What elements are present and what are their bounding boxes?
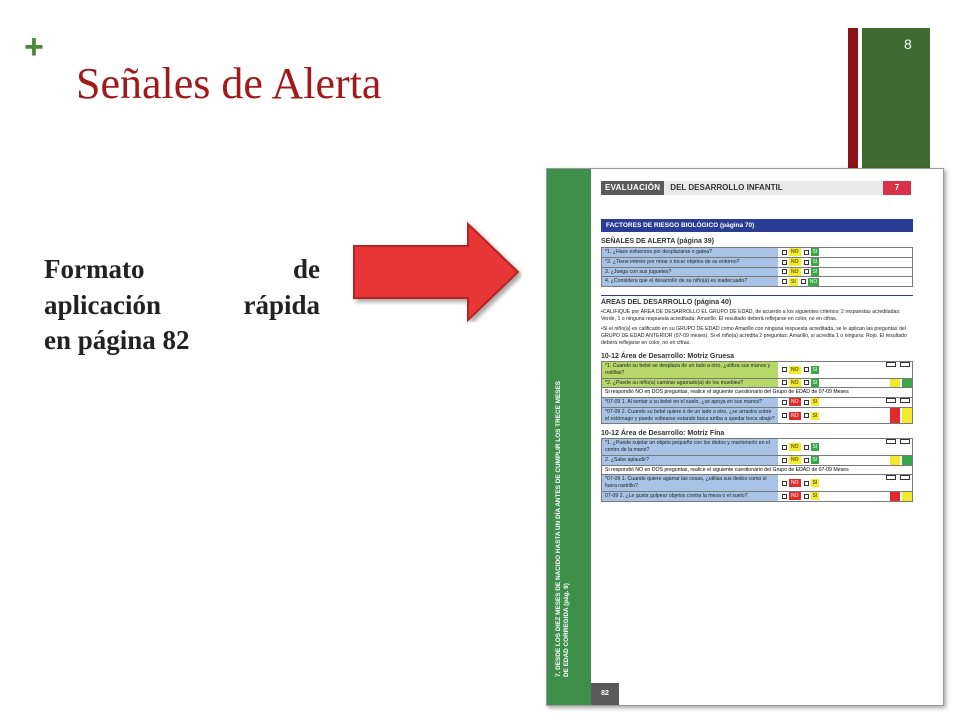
checkbox[interactable] (782, 481, 787, 486)
result-green (902, 456, 912, 465)
checkbox[interactable] (900, 398, 910, 403)
question: *2. ¿Puede su niño(a) caminar agarrado(a) de los muebles? (602, 379, 778, 388)
result-yellow (902, 408, 912, 424)
evaluation-subtitle: DEL DESARROLLO INFANTIL (664, 181, 883, 195)
checkbox[interactable] (804, 269, 809, 274)
checkbox[interactable] (900, 475, 910, 480)
checkbox[interactable] (804, 380, 809, 385)
result-yellow (902, 492, 912, 501)
form-page-image (546, 168, 944, 706)
option-label: SI (812, 493, 818, 500)
answer-options (778, 277, 822, 286)
side-band-line: DE EDAD CORREGIDA (pág. 9) (563, 583, 570, 677)
result-green (902, 379, 912, 388)
question: *1. ¿Hace esfuerzos por desplazarse o gatea? (602, 248, 778, 257)
result-red (890, 492, 900, 501)
answer-options (778, 439, 822, 455)
gruesa-table (601, 361, 913, 424)
option-label: SI (812, 480, 818, 487)
plus-icon: + (24, 28, 44, 66)
evaluation-number: 7 (883, 181, 911, 195)
checkbox[interactable] (782, 380, 787, 385)
areas-title: ÁREAS DEL DESARROLLO (página 40) (601, 299, 732, 306)
table-row (601, 277, 913, 287)
checkbox[interactable] (804, 494, 809, 499)
checkbox[interactable] (801, 279, 806, 284)
fina-title: 10-12 Área de Desarrollo: Motriz Fina (601, 430, 725, 438)
checkbox[interactable] (782, 458, 787, 463)
option-label: NO (809, 278, 818, 285)
table-row (601, 475, 913, 492)
checkbox[interactable] (782, 400, 787, 405)
option-label: SI (812, 444, 818, 451)
checkbox[interactable] (804, 413, 809, 418)
option-label: SI (791, 278, 796, 285)
caption-line: en página 82 (44, 325, 190, 356)
result-cells (884, 475, 912, 491)
result-cells (888, 408, 912, 424)
slide-title: Señales de Alerta (76, 59, 382, 108)
table-row (601, 456, 913, 466)
document-body (601, 181, 913, 502)
option-label: NO (791, 249, 799, 256)
question: *07-09 1. Al sentar a su bebé en el suelo, ¿se apoya en sus manos? (602, 398, 778, 407)
option-label: NO (791, 412, 799, 419)
checkbox[interactable] (804, 367, 809, 372)
areas-instruction: •CALIFIQUE por ÁREA DE DESARROLLO EL GRUPO DE EDAD, de acuerdo a los siguientes criterios: 2 respuestas acreditadas: Verde, 1 o ninguna respuesta acreditada: Amarillo. El resultado deberá reflejarse en color, no en cifras. (601, 309, 901, 323)
answer-options (778, 268, 822, 277)
question: *1. Cuando su bebé se desplaza de un lado a otro, ¿utiliza sus manos y rodillas? (602, 362, 778, 378)
option-label: SI (812, 249, 818, 256)
checkbox[interactable] (804, 260, 809, 265)
question: 3. ¿Juega con sus juguetes? (602, 268, 778, 277)
answer-options (778, 258, 822, 267)
document-side-band (547, 169, 591, 705)
option-label: NO (791, 444, 799, 451)
checkbox[interactable] (782, 250, 787, 255)
checkbox[interactable] (886, 439, 896, 444)
checkbox[interactable] (804, 458, 809, 463)
result-cells (884, 439, 912, 455)
areas-instruction: •Si el niño(a) es calificado en su GRUPO DE EDAD como Amarillo con ninguna respuesta acreditada, se le aplican las preguntas del GRUPO DE EDAD ANTERIOR (07-09 meses). Si el niño(a) acredita 2 preguntas: Amarillo, si acredita 1 o ninguna: Rojo. El resultado deberá reflejarse en color, no en cifras. (601, 326, 907, 347)
evaluation-label: EVALUACIÓN (601, 181, 664, 195)
table-row (601, 492, 913, 502)
table-row (601, 408, 913, 425)
document-page-number: 82 (591, 683, 619, 705)
checkbox[interactable] (782, 279, 787, 284)
option-label: SI (812, 366, 818, 373)
senales-title: SEÑALES DE ALERTA (página 39) (601, 238, 714, 245)
checkbox[interactable] (804, 400, 809, 405)
table-note: Si respondió NO en DOS preguntas, realice el siguiente cuestionario del Grupo de EDAD de 07-09 Meses (601, 466, 913, 476)
answer-options (778, 475, 822, 491)
result-yellow (890, 456, 900, 465)
result-yellow (890, 379, 900, 388)
senales-table (601, 247, 913, 287)
answer-options (778, 408, 822, 424)
question: 4. ¿Considera que el desarrollo de su niño(a) es inadecuado? (602, 277, 778, 286)
option-label: SI (812, 259, 818, 266)
table-row (601, 268, 913, 278)
option-label: SI (812, 379, 818, 386)
checkbox[interactable] (886, 362, 896, 367)
answer-options (778, 379, 822, 388)
option-label: SI (812, 399, 818, 406)
checkbox[interactable] (782, 494, 787, 499)
result-cells (884, 362, 912, 378)
accent-bar-red (848, 28, 858, 168)
answer-options (778, 456, 822, 465)
option-label: NO (791, 493, 799, 500)
caption (44, 252, 320, 359)
gruesa-title: 10-12 Área de Desarrollo: Motriz Gruesa (601, 353, 735, 361)
slide-page-number: 8 (904, 36, 912, 52)
table-note: Si respondió NO en DOS preguntas, realice el siguiente cuestionario del Grupo de EDAD de 07-09 Meses (601, 388, 913, 398)
option-label: NO (791, 399, 799, 406)
divider (601, 295, 913, 296)
caption-line: aplicación rápida (44, 289, 320, 320)
answer-options (778, 248, 822, 257)
evaluation-header (601, 181, 913, 195)
fina-table (601, 438, 913, 501)
table-row (601, 398, 913, 408)
table-row (601, 438, 913, 456)
checkbox[interactable] (804, 250, 809, 255)
question: *1. ¿Puede sujetar un objeto pequeño con los dedos y mantenerlo en el centro de la mano? (602, 439, 778, 455)
question: *07-09 2. Cuando su bebé quiere ir de un lado a otro, ¿se arrastra sobre el estómago y puede voltearse estando boca arriba a quedar boca abajo? (602, 408, 778, 424)
checkbox[interactable] (782, 260, 787, 265)
checkbox[interactable] (886, 475, 896, 480)
checkbox[interactable] (804, 445, 809, 450)
checkbox[interactable] (900, 439, 910, 444)
option-label: NO (791, 259, 799, 266)
result-red (890, 408, 900, 424)
answer-options (778, 362, 822, 378)
checkbox[interactable] (782, 367, 787, 372)
option-label: NO (791, 366, 799, 373)
option-label: NO (791, 457, 799, 464)
result-cells (888, 456, 912, 465)
table-row (601, 361, 913, 379)
question: 2. ¿Sabe aplaudir? (602, 456, 778, 465)
checkbox[interactable] (782, 269, 787, 274)
checkbox[interactable] (782, 413, 787, 418)
checkbox[interactable] (782, 445, 787, 450)
question: 07-09 2. ¿Le gusta golpear objetos contra la mesa o el suelo? (602, 492, 778, 501)
result-cells (888, 492, 912, 501)
option-label: NO (791, 480, 799, 487)
side-band-text (555, 257, 571, 677)
table-row (601, 247, 913, 258)
question: *07-09 1. Cuando quiere agarrar las cosas, ¿utiliza sus dedos como si fuera rastrillo? (602, 475, 778, 491)
result-cells (884, 398, 912, 407)
result-cells (888, 379, 912, 388)
checkbox[interactable] (900, 362, 910, 367)
factores-header: FACTORES DE RIESGO BIOLÓGICO (página 70) (601, 219, 913, 232)
option-label: NO (791, 268, 799, 275)
option-label: NO (791, 379, 799, 386)
accent-bar-green (862, 28, 930, 168)
table-row (601, 258, 913, 268)
checkbox[interactable] (886, 398, 896, 403)
answer-options (778, 398, 822, 407)
option-label: SI (812, 457, 818, 464)
arrow-right-icon (350, 222, 522, 322)
side-band-line: 7. DESDE LOS DIEZ MESES DE NACIDO HASTA UN DÍA ANTES DE CUMPLIR LOS TRECE MESES (555, 380, 562, 677)
question: *2. ¿Tiene interés por mirar o tocar objetos de su entorno? (602, 258, 778, 267)
table-row (601, 379, 913, 389)
option-label: SI (812, 268, 818, 275)
option-label: SI (812, 412, 818, 419)
checkbox[interactable] (804, 481, 809, 486)
answer-options (778, 492, 822, 501)
caption-line: Formato de (44, 254, 320, 284)
